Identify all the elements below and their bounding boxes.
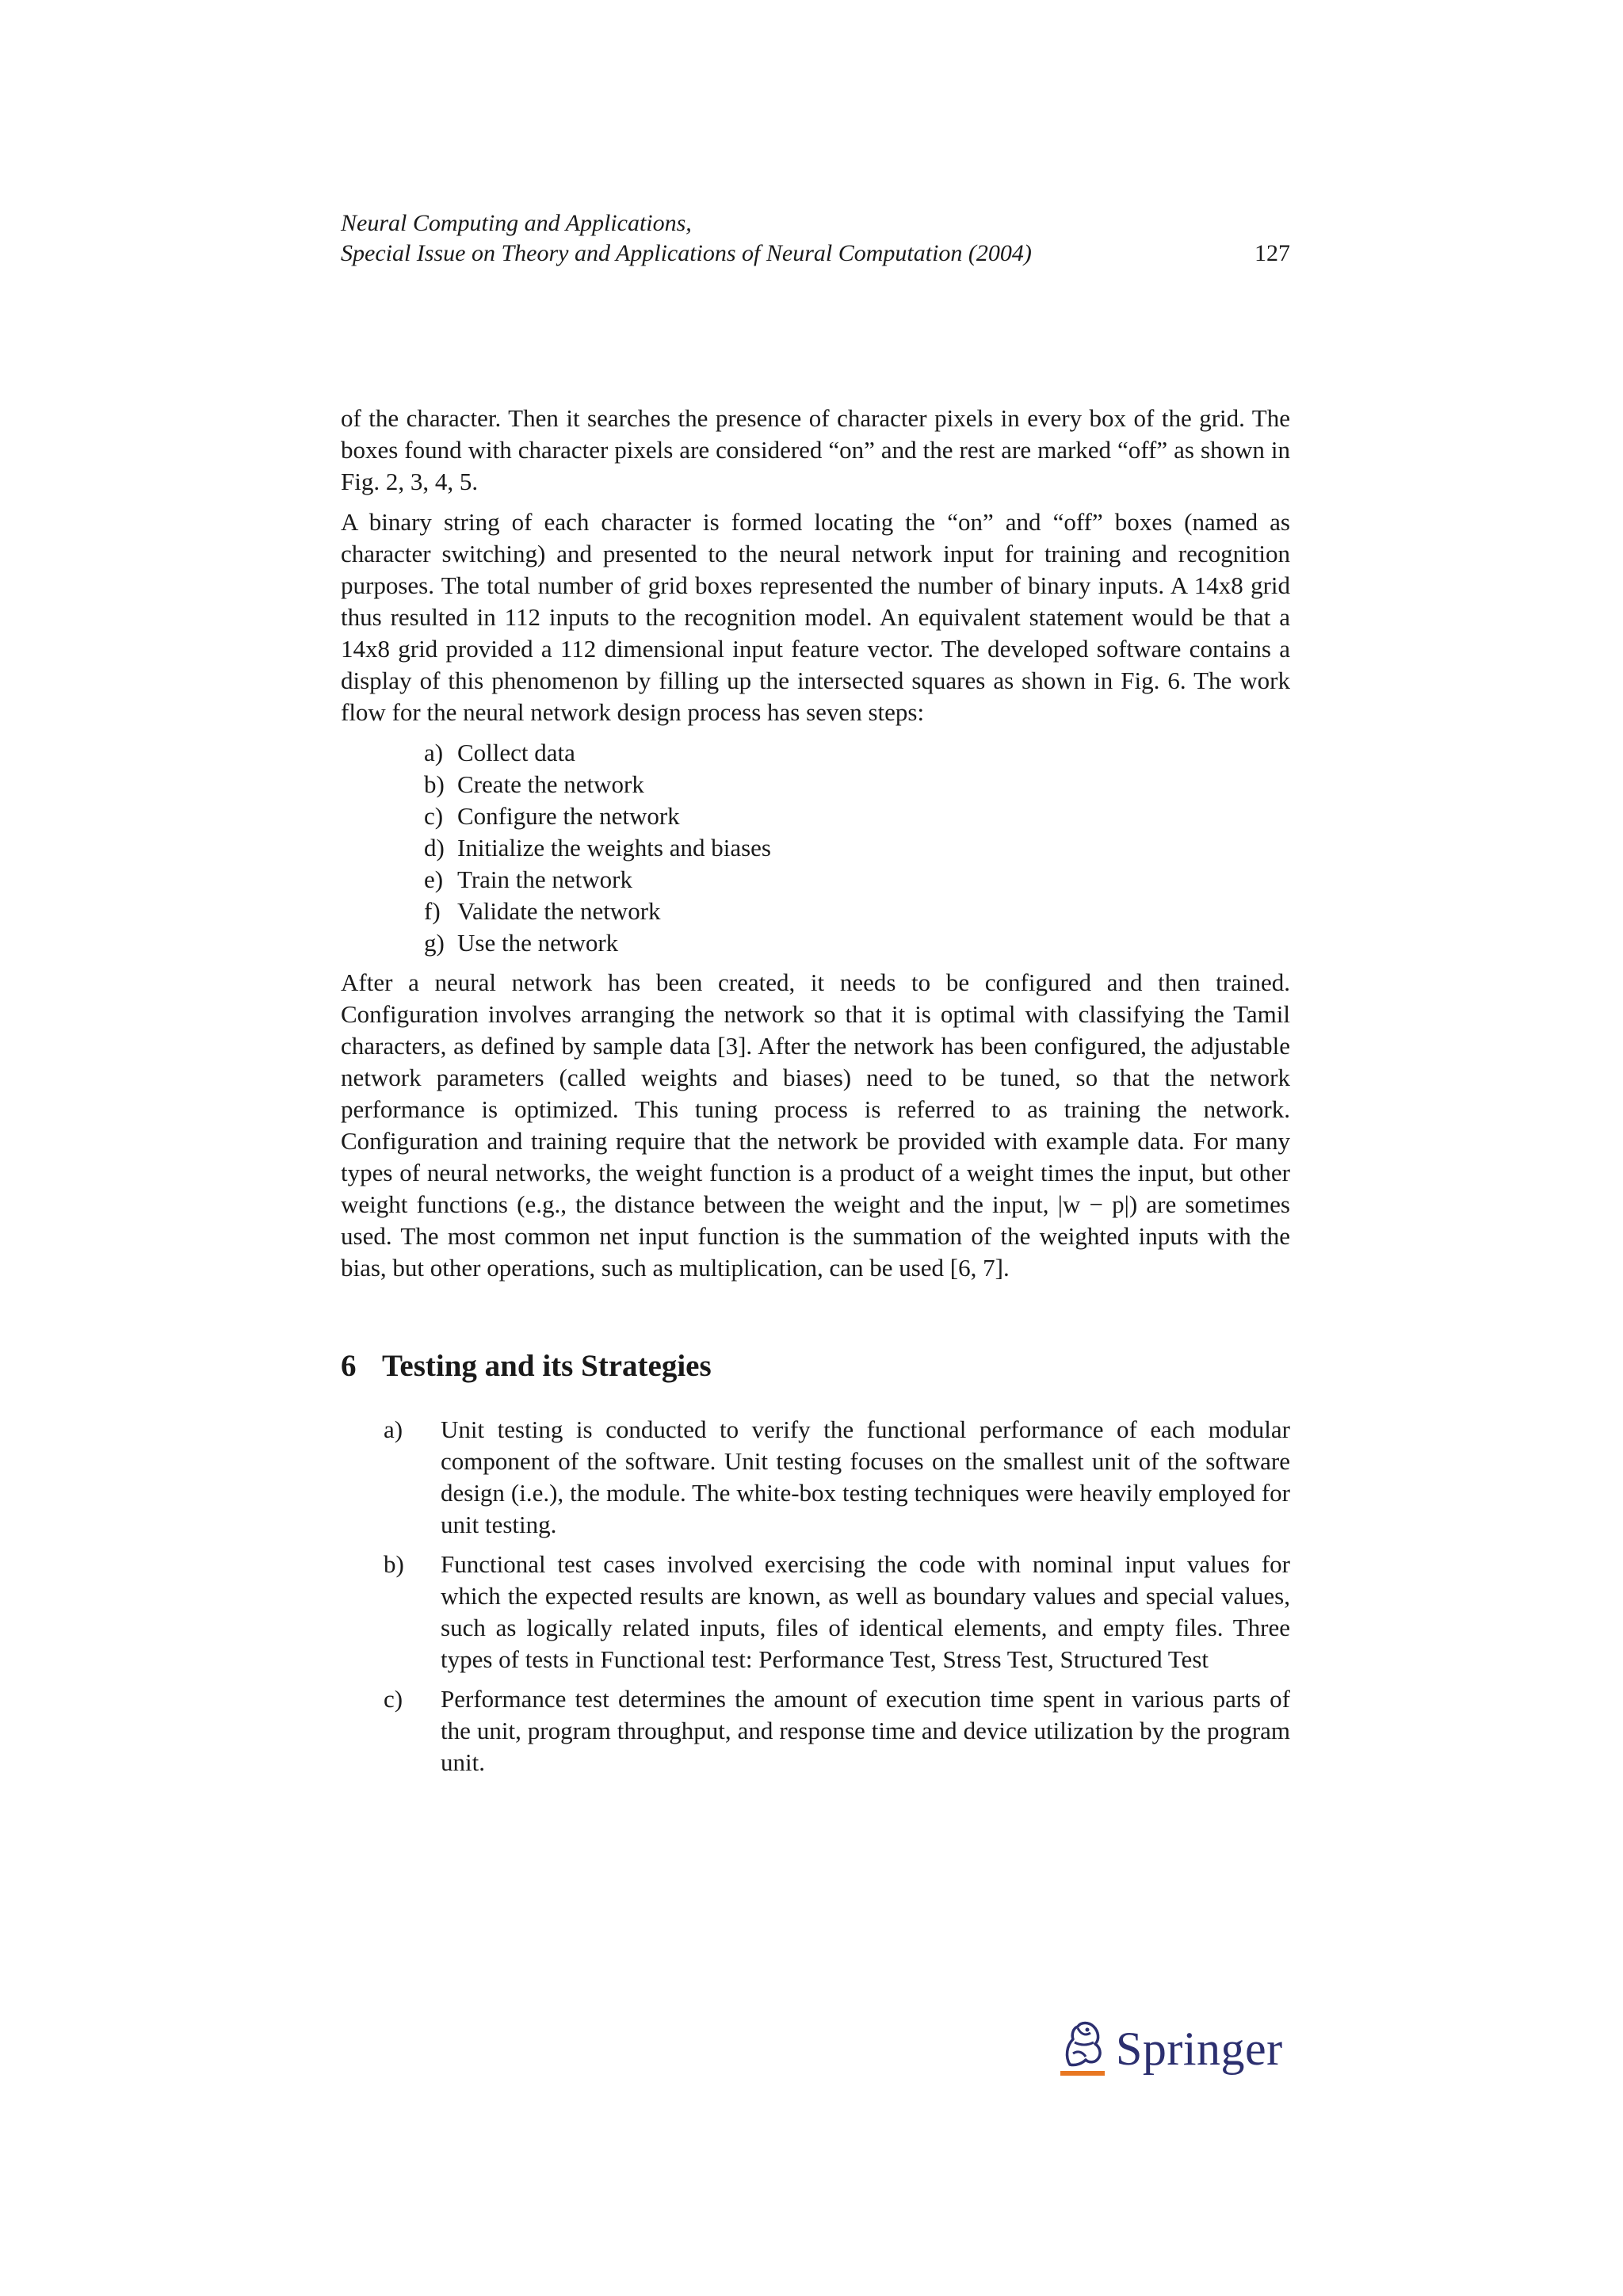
list-marker: b) bbox=[384, 1550, 404, 1578]
list-item bbox=[424, 800, 1290, 832]
list-item bbox=[384, 1549, 1290, 1675]
body-text bbox=[341, 403, 1290, 1786]
workflow-steps-list bbox=[341, 737, 1290, 959]
list-marker: c) bbox=[384, 1685, 403, 1713]
list-marker: e) bbox=[424, 865, 444, 893]
page-number: 127 bbox=[1254, 240, 1290, 266]
list-item bbox=[384, 1414, 1290, 1541]
testing-strategies-list bbox=[341, 1414, 1290, 1778]
list-item-text: Collect data bbox=[457, 739, 575, 766]
paragraph-2: A binary string of each character is formed locating the “on” and “off” boxes (named as character switching) and presented to the neural network input for training and recognition purposes. The total number of grid boxes represented the number of binary inputs. A 14x8 grid thus resulted in 112 inputs to the recognition model. An equivalent statement would be that a 14x8 grid provided a 112 dimensional input feature vector. The developed software contains a display of this phenomenon by filling up the intersected squares as shown in Fig. 6. The work flow for the neural network design process has seven steps: bbox=[341, 508, 1290, 726]
journal-title: Neural Computing and Applications, bbox=[341, 210, 692, 236]
list-item-text: Initialize the weights and biases bbox=[457, 834, 771, 861]
list-item-text: Unit testing is conducted to verify the functional performance of each modular component of the software. Unit testing focuses on the smallest unit of the software design (i.e.), the module. The white-box testing techniques were heavily employed for unit testing. bbox=[441, 1415, 1290, 1538]
list-marker: b) bbox=[424, 770, 445, 798]
list-marker: c) bbox=[424, 802, 444, 830]
list-item bbox=[424, 832, 1290, 864]
section-title: Testing and its Strategies bbox=[382, 1349, 712, 1383]
list-item bbox=[424, 737, 1290, 769]
paragraph-1: of the character. Then it searches the presence of character pixels in every box of the grid. The boxes found with character pixels are considered “on” and the rest are marked “off” as shown in Fig. 2, 3, 4, 5. bbox=[341, 404, 1290, 495]
section-heading bbox=[341, 1347, 1290, 1385]
list-item-text: Validate the network bbox=[457, 897, 661, 925]
section-number: 6 bbox=[341, 1349, 357, 1383]
publisher-name: Springer bbox=[1116, 2023, 1283, 2075]
list-item-text: Use the network bbox=[457, 929, 619, 957]
list-marker: a) bbox=[384, 1415, 403, 1443]
list-item bbox=[424, 927, 1290, 959]
list-marker: g) bbox=[424, 929, 445, 957]
list-item bbox=[424, 896, 1290, 927]
list-item bbox=[424, 864, 1290, 896]
list-marker: f) bbox=[424, 897, 441, 925]
list-item bbox=[424, 769, 1290, 800]
list-item-text: Create the network bbox=[457, 770, 644, 798]
journal-issue: Special Issue on Theory and Applications of Neural Computation (2004) bbox=[341, 240, 1032, 266]
list-item bbox=[384, 1683, 1290, 1778]
list-item-text: Configure the network bbox=[457, 802, 680, 830]
list-item-text: Performance test determines the amount of execution time spent in various parts of the unit, program throughput, and response time and device utilization by the program unit. bbox=[441, 1685, 1290, 1776]
list-marker: d) bbox=[424, 834, 445, 861]
list-item-text: Train the network bbox=[457, 865, 632, 893]
springer-horse-icon bbox=[1054, 2019, 1109, 2079]
list-marker: a) bbox=[424, 739, 444, 766]
running-head bbox=[341, 208, 1290, 269]
publisher-logo bbox=[1054, 2017, 1292, 2080]
paragraph-3: After a neural network has been created, it needs to be configured and then trained. Configuration involves arranging the network so that it is optimal with classifying the Tamil characters, as defined by sample data [3]. After the network has been configured, the adjustable network parameters (called weights and biases) need to be tuned, so that the network performance is optimized. This tuning process is referred to as training the network. Configuration and training require that the network be provided with example data. For many types of neural networks, the weight function is a product of a weight times the input, but other weight functions (e.g., the distance between the weight and the input, |w − p|) are sometimes used. The most common net input function is the summation of the weighted inputs with the bias, but other operations, such as multiplication, can be used [6, 7]. bbox=[341, 968, 1290, 1282]
list-item-text: Functional test cases involved exercising the code with nominal input values for which the expected results are known, as well as boundary values and special values, such as logically related inputs, files of identical elements, and empty files. Three types of tests in Functional test: Performance Test, Stress Test, Structured Test bbox=[441, 1550, 1290, 1673]
